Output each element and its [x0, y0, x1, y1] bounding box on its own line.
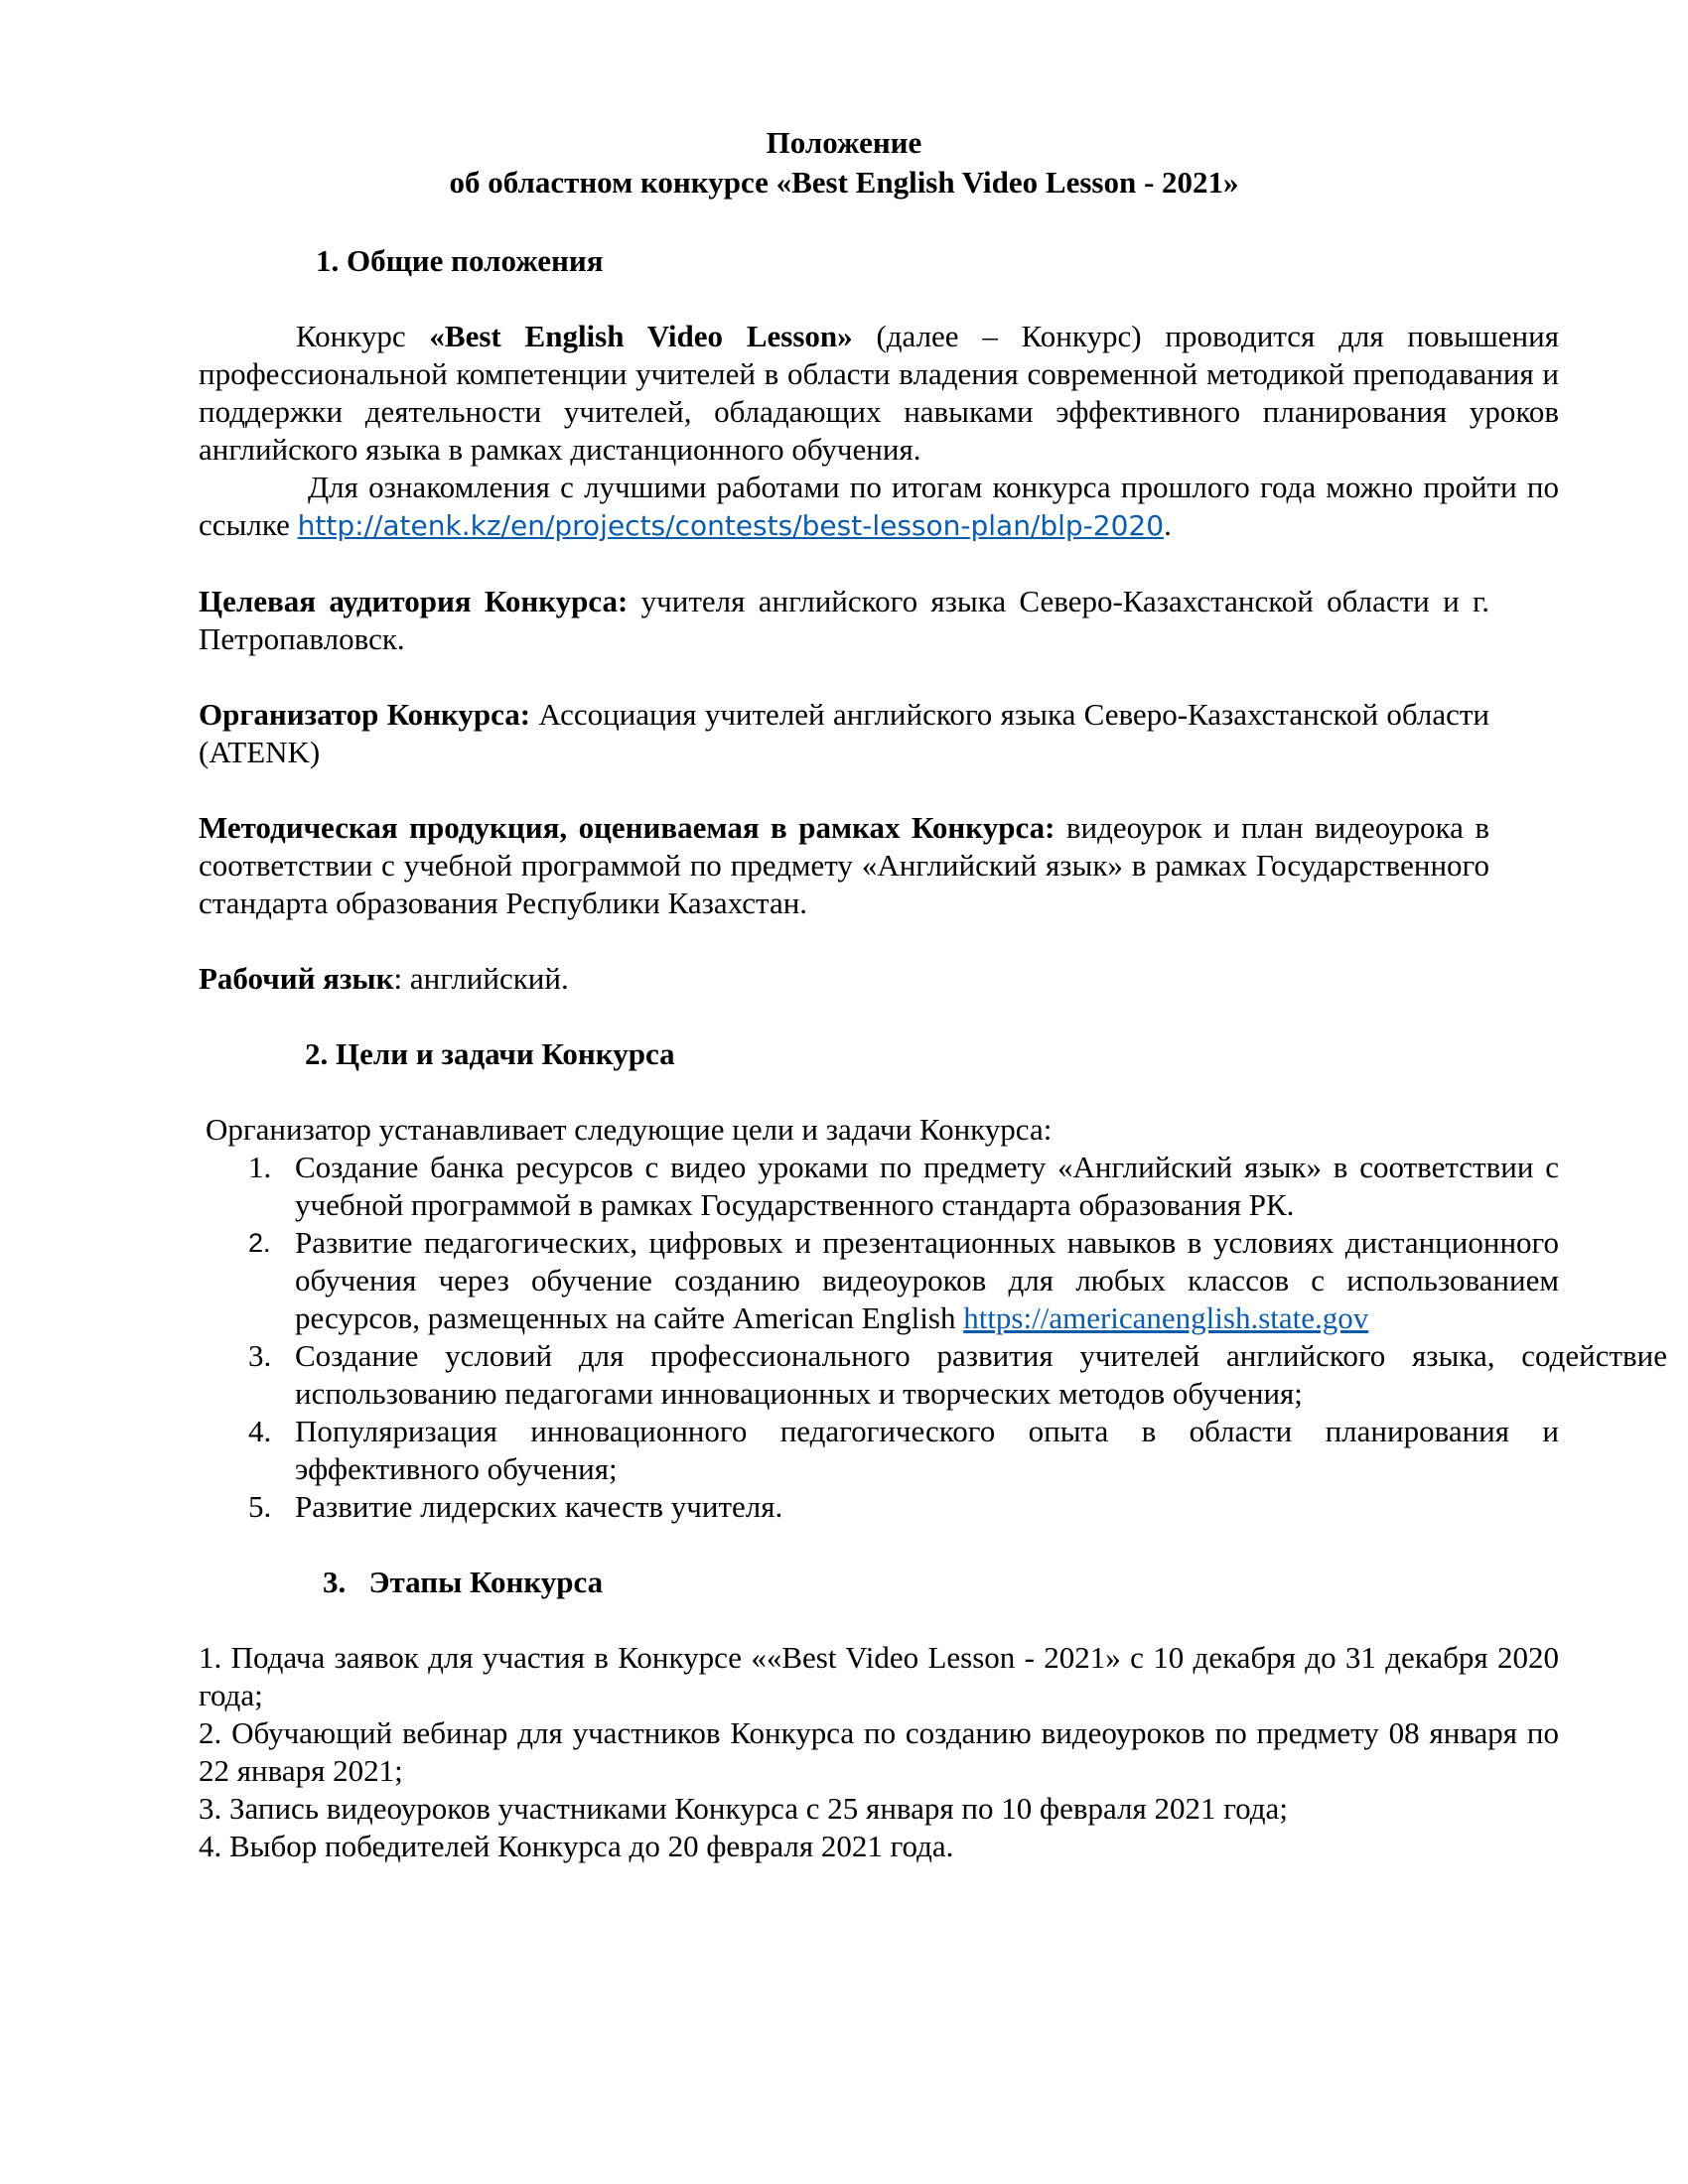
previous-works-text: Для ознакомления с лучшими работами по итогам конкурса прошлого года можно пройти по ссылке [199, 470, 1559, 542]
product-label: Методическая продукция, оцениваемая в рамках Конкурса: [199, 810, 1055, 845]
goal-text: Развитие лидерских качеств учителя. [295, 1489, 783, 1524]
product-text: видеоурок и план видеоурока в соответствии с учебной программой по предмету «Английский язык» в рамках Государственного стандарта образования Республики Казахстан. [199, 810, 1489, 920]
american-english-link[interactable]: https://americanenglish.state.gov [963, 1300, 1369, 1335]
audience-paragraph [199, 583, 1489, 658]
organizer-paragraph [199, 696, 1489, 771]
organizer-text: Ассоциация учителей английского языка Северо-Казахстанской области (ATENK) [199, 697, 1489, 769]
goal-text: Популяризация инновационного педагогического опыта в области планирования и эффективного обучения; [295, 1414, 1559, 1486]
language-text: : английский. [393, 961, 569, 996]
organizer-label: Организатор Конкурса: [199, 697, 531, 732]
intro-rest: (далее – Конкурс) проводится для повышения профессиональной компетенции учителей в области владения современной методикой преподавания и поддержки деятельности учителей, обладающих навыками эффективного планирования уроков английского языка в рамках дистанционного обучения. [199, 319, 1559, 467]
audience-label: Целевая аудитория Конкурса: [199, 584, 629, 618]
goal-text: Развитие педагогических, цифровых и презентационных навыков в условиях дистанционного обучения через обучение созданию видеоуроков для любых классов с использованием ресурсов, размещенных на сайте American English [295, 1225, 1559, 1335]
previous-works-end: . [1164, 507, 1172, 542]
product-paragraph [199, 809, 1489, 922]
stage-item: 2. Обучающий вебинар для участников Конкурса по созданию видеоуроков по предмету 08 января по 22 января 2021; [199, 1715, 1559, 1788]
goal-number: 1. [248, 1150, 272, 1184]
goal-number: 3. [248, 1338, 272, 1373]
document-page [199, 123, 1667, 1865]
previous-works-link[interactable]: http://atenk.kz/en/projects/contests/best-lesson-plan/blp-2020 [297, 509, 1165, 542]
goals-list [199, 1149, 1667, 1526]
goal-item [199, 1413, 1559, 1488]
title-line-1: Положение [766, 125, 922, 160]
goal-item [199, 1224, 1559, 1337]
section-3-heading: 3. Этапы Конкурса [323, 1565, 604, 1599]
goal-number: 4. [248, 1414, 272, 1448]
stage-item: 3. Запись видеоуроков участниками Конкурса с 25 января по 10 февраля 2021 года; [199, 1791, 1288, 1826]
goal-number: 5. [248, 1489, 272, 1524]
goals-intro: Организатор устанавливает следующие цели и задачи Конкурса: [206, 1112, 1053, 1147]
stages-list [199, 1639, 1559, 1865]
intro-prefix: Конкурс [296, 319, 430, 353]
goal-number: 2. [248, 1228, 271, 1258]
contest-name: «Best English Video Lesson» [429, 319, 853, 353]
language-paragraph [199, 960, 1559, 998]
section-1-heading: 1. Общие положения [316, 243, 604, 278]
goal-text: Создание условий для профессионального развития учителей английского языка, содействие использованию педагогами инновационных и творческих методов обучения; [295, 1338, 1667, 1411]
stage-item: 1. Подача заявок для участия в Конкурсе ««Best Video Lesson - 2021» с 10 декабря до 31 декабря 2020 года; [199, 1640, 1559, 1712]
stage-item: 4. Выбор победителей Конкурса до 20 февраля 2021 года. [199, 1829, 954, 1863]
audience-text: учителя английского языка Северо-Казахстанской области и г. Петропавловск. [199, 584, 1489, 656]
goal-item [199, 1488, 1559, 1526]
goal-item [199, 1337, 1667, 1413]
goal-item [199, 1149, 1559, 1224]
document-title [199, 123, 1489, 203]
previous-works-paragraph [199, 469, 1559, 545]
intro-paragraph [199, 318, 1559, 469]
goal-text: Создание банка ресурсов с видео уроками по предмету «Английский язык» в соответствии с учебной программой в рамках Государственного стандарта образования РК. [295, 1150, 1559, 1222]
section-2-heading: 2. Цели и задачи Конкурса [305, 1036, 675, 1071]
language-label: Рабочий язык [199, 961, 394, 996]
title-line-2: об областном конкурсе «Best English Video Lesson - 2021» [449, 165, 1239, 200]
